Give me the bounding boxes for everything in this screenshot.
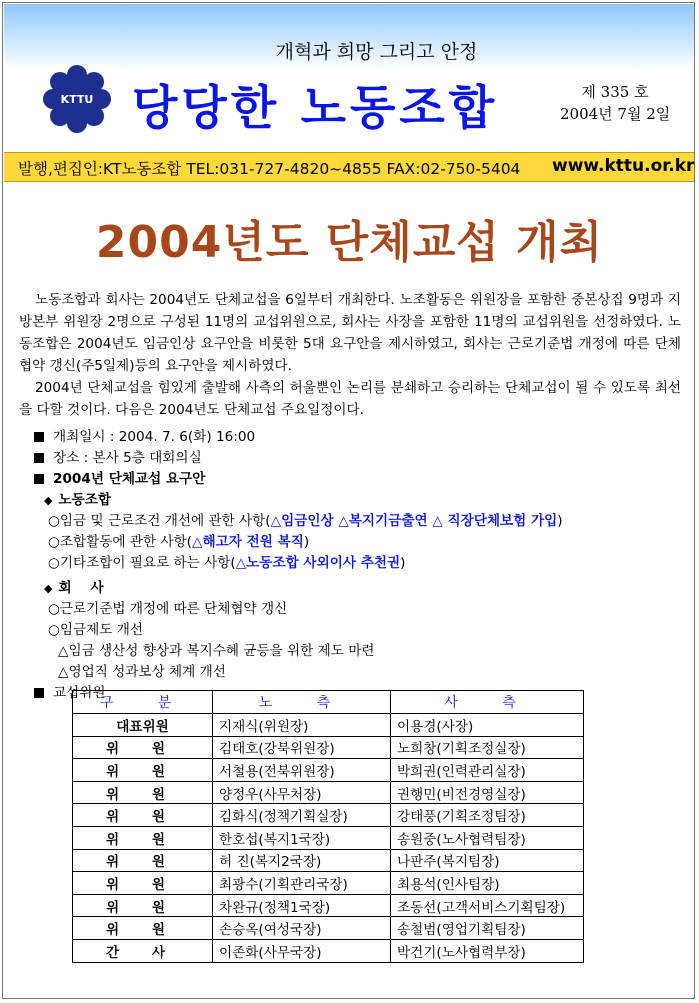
company-member-cell: 권행민(비전경영실장) [391,781,584,804]
table-row [73,894,584,917]
union-section-title: ◆ 노동조합 [34,490,674,511]
column-header-union: 노 측 [213,691,391,714]
issue-date: 2004년 7월 2일 [560,105,671,123]
union-member-cell: 김화식(정책기획실장) [213,804,391,827]
table-row [73,804,584,827]
role-cell: 위 원 [73,759,213,782]
union-member-cell: 손승옥(여성국장) [213,917,391,940]
company-member-cell: 박희권(인력관리실장) [391,759,584,782]
union-item: ○기타조합이 필요로 하는 사항(△노동조합 사외이사 추천권) [48,555,406,571]
article-headline: 2004년도 단체교섭 개최 [95,217,604,268]
list-item-committee: 교섭위원 [34,683,674,704]
union-member-cell: 이존화(사무국장) [213,939,391,962]
list-item-place: 장소 : 본사 5층 대회의실 [34,448,674,469]
article-paragraph-2: 2004년 단체교섭을 힘있게 출발해 사측의 허울뿐인 논리를 분쇄하고 승리하는 단체교섭이 될 수 있도록 최선을 다할 것이다. 다음은 2004년도 단체교섭 주요일정이다. [19,380,681,418]
square-bullet-icon [34,432,44,442]
table-header-row [73,691,584,714]
table-row [73,917,584,940]
table-row [73,849,584,872]
role-cell: 위 원 [73,826,213,849]
table-row [73,939,584,962]
table-row [73,826,584,849]
column-header-category: 구 분 [73,691,213,714]
slogan: 개혁과 희망 그리고 안정 [275,41,478,63]
union-member-cell: 차완규(정책1국장) [213,894,391,917]
union-item: ○임금 및 근로조건 개선에 관한 사항(△임금인상 △복지기금출연 △ 직장단체보험 가입) [48,513,563,529]
table-row [73,714,584,737]
union-member-cell: 허 진(복지2국장) [213,849,391,872]
union-member-cell: 서철용(전북위원장) [213,759,391,782]
role-cell: 위 원 [73,781,213,804]
role-cell: 위 원 [73,917,213,940]
company-member-cell: 나판주(복지팀장) [391,849,584,872]
role-cell: 간 사 [73,939,213,962]
union-item: ○조합활동에 관한 사항(△해고자 전원 복직) [48,534,310,550]
role-cell: 위 원 [73,736,213,759]
company-subitem: △영업직 성과보상 체계 개선 [58,664,226,680]
list-item-datetime: 개최일시 : 2004. 7. 6(화) 16:00 [34,427,674,448]
square-bullet-icon [34,453,44,463]
table-row [73,872,584,895]
diamond-bullet-icon: ◆ [44,494,53,507]
union-member-cell: 최광수(기획관리국장) [213,872,391,895]
company-subitem: △임금 생산성 향상과 복지수혜 균등을 위한 제도 마련 [58,643,375,659]
masthead [4,4,694,151]
company-member-cell: 최용석(인사팀장) [391,872,584,895]
column-header-company: 사 측 [391,691,584,714]
union-member-cell: 한호섭(복지1국장) [213,826,391,849]
union-member-cell: 양정우(사무처장) [213,781,391,804]
table-row [73,736,584,759]
role-cell: 위 원 [73,849,213,872]
company-item: ○임금제도 개선 [48,622,143,638]
union-member-cell: 지재식(위원장) [213,714,391,737]
diamond-bullet-icon: ◆ [44,582,53,595]
role-cell: 위 원 [73,872,213,895]
role-cell: 위 원 [73,804,213,827]
company-section-title: ◆ 회 사 [34,578,674,599]
company-item: ○근로기준법 개정에 따른 단체협약 갱신 [48,601,288,617]
committee-table [72,690,584,963]
role-cell: 위 원 [73,894,213,917]
publisher-bar [4,152,694,182]
table-row [73,781,584,804]
kttu-logo-icon [42,64,112,134]
logo-text: KTTU [60,93,94,106]
article-paragraph-1: 노동조합과 회사는 2004년도 단체교섭을 6일부터 개최한다. 노조활동은 위원장을 포함한 중본상집 9명과 지방본부 위원장 2명으로 구성된 11명의 교섭위원으로, 회사는 사장을 포함한 11명의 교섭위원을 선정하였다. 노동조합은 2004년도 임금인상 요구안을 비롯한 5대 요구안을 제시하였고, 회사는 근로기준법 개정에 따른 단체협약 갱신(주5일제)등의 요구안을 제시하였다. [19,292,681,374]
company-member-cell: 송원중(노사협력팀장) [391,826,584,849]
company-member-cell: 이용경(사장) [391,714,584,737]
website-link[interactable]: www.kttu.or.kr [552,156,695,176]
issue-info [560,81,670,125]
company-member-cell: 노희창(기획조정실장) [391,736,584,759]
newspaper-title: 당당한 노동조합 [132,81,499,136]
list-item-demands: 2004년 단체교섭 요구안 [34,469,674,490]
union-member-cell: 김태호(강북위원장) [213,736,391,759]
company-member-cell: 송철범(영업기획팀장) [391,917,584,940]
square-bullet-icon [34,474,44,484]
issue-number: 제 335 호 [581,83,649,101]
company-member-cell: 조동선(고객서비스기획팀장) [391,894,584,917]
publisher-info: 발행,편집인:KT노동조합 TEL:031-727-4820~4855 FAX:02-750-5404 [18,160,521,178]
role-cell: 대표위원 [73,714,213,737]
company-member-cell: 강태풍(기획조정팀장) [391,804,584,827]
square-bullet-icon [34,688,44,698]
company-member-cell: 박건기(노사협력부장) [391,939,584,962]
table-row [73,759,584,782]
schedule-list [34,427,674,704]
